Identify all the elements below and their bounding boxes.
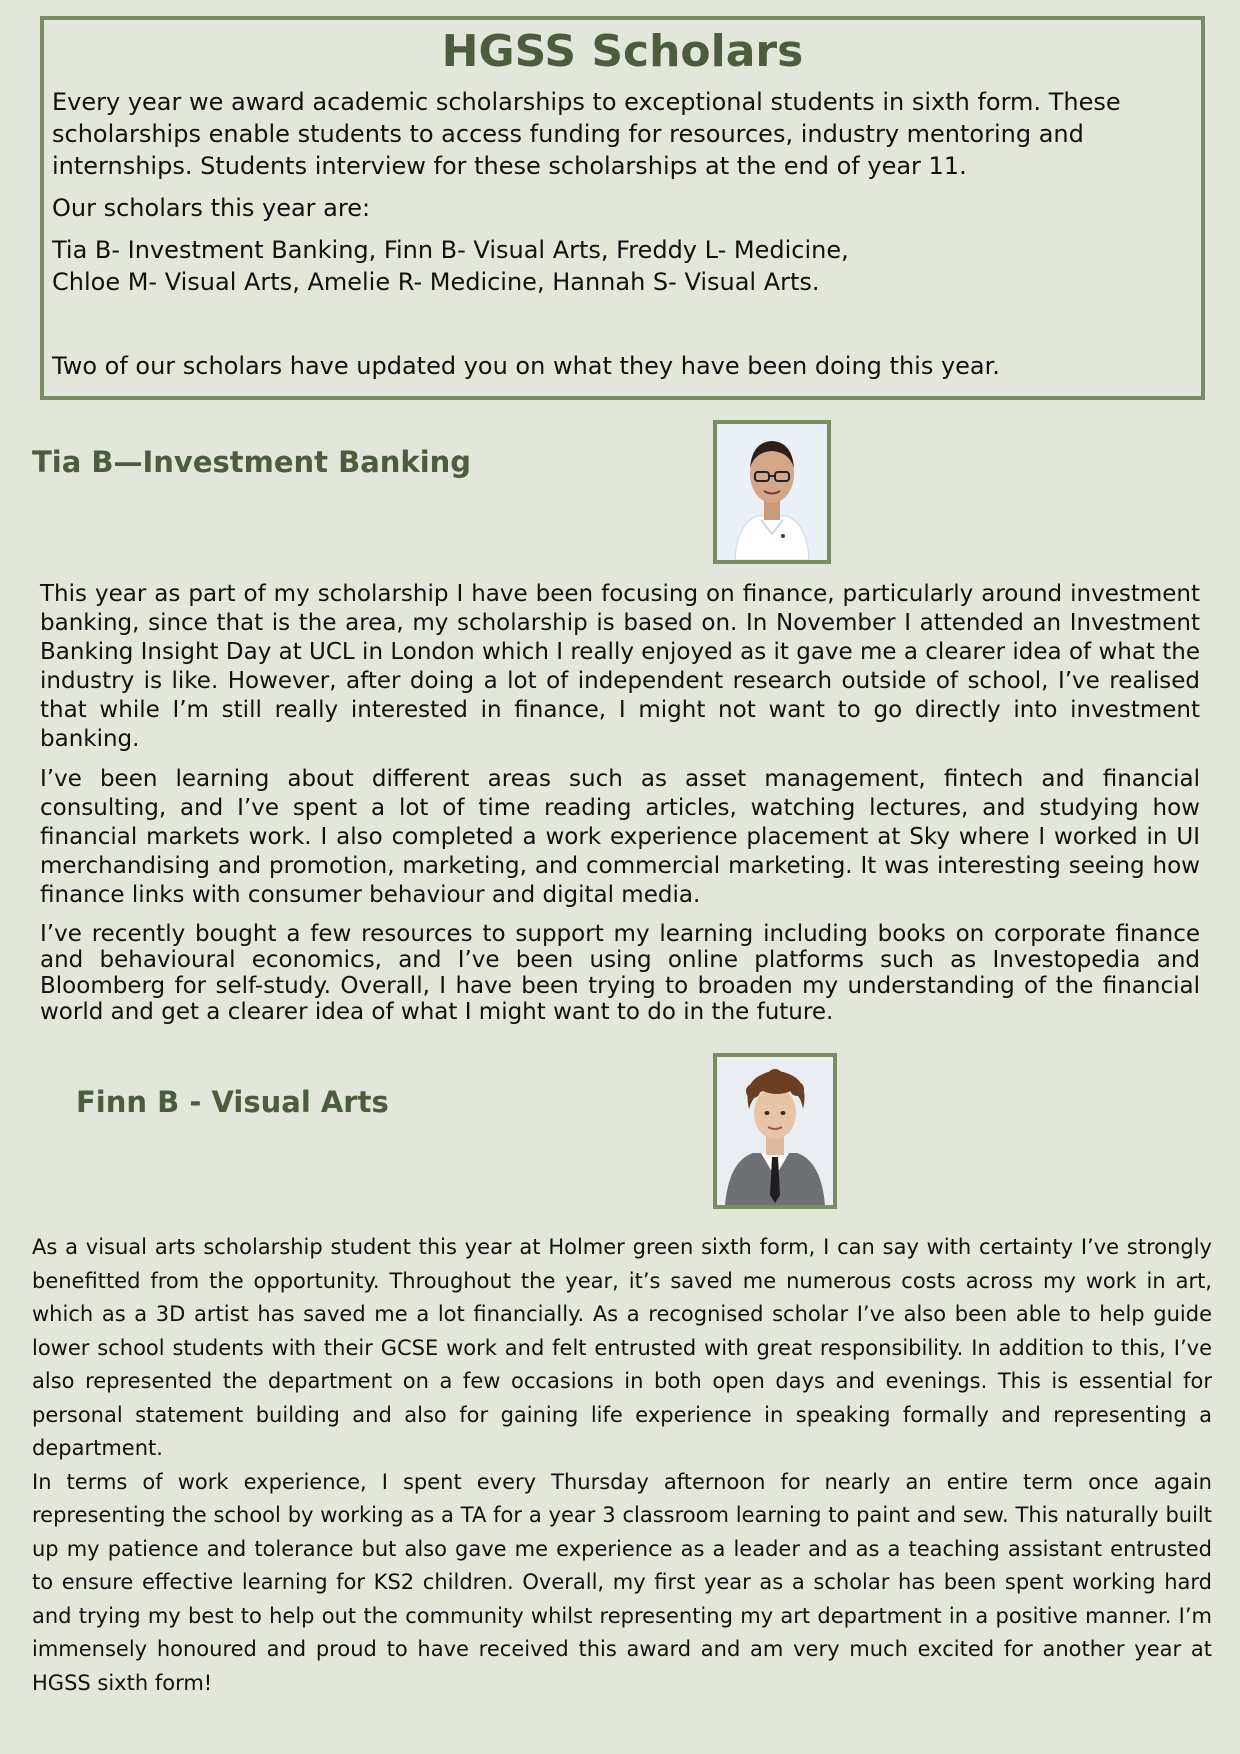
tia-paragraph-3: I’ve recently bought a few resources to support my learning including books on corporate finance and behavioural economics, and I’ve been using online platforms such as Investopedia and Bloomberg for self-study. Overall, I have been trying to broaden my understanding of the financial world and get a clearer idea of what I might want to do in the future. [40, 921, 1200, 1025]
tia-portrait-image [717, 424, 827, 560]
tia-paragraph-1: This year as part of my scholarship I have been focusing on finance, particularly around investment banking, since that is the area, my scholarship is based on. In November I attended an Investment Banking Insight Day at UCL in London which I really enjoyed as it gave me a clearer idea of what the industry is like. However, after doing a lot of independent research outside of school, I’ve realised that while I’m still really interested in finance, I might not want to go directly into investment banking. [40, 581, 1200, 752]
scholars-line-2: Chloe M- Visual Arts, Amelie R- Medicine, Hannah S- Visual Arts. [52, 268, 820, 296]
finn-heading: Finn B - Visual Arts [76, 1085, 389, 1119]
page-title: HGSS Scholars [441, 26, 804, 77]
finn-paragraph-1: As a visual arts scholarship student this year at Holmer green sixth form, I can say with certainty I’ve strongly benefitted from the opportunity. Throughout the year, it’s saved me numerous costs across my work in art, which as a 3D artist has saved me a lot financially. As a recognised scholar I’ve also been able to help guide lower school students with their GCSE work and felt entrusted with great responsibility. In addition to this, I’ve also represented the department on a few occasions in both open days and evenings. This is essential for personal statement building and also for gaining life experience in speaking formally and representing a department. [32, 1235, 1212, 1460]
finn-photo [713, 1053, 837, 1209]
tia-heading: Tia B—Investment Banking [32, 445, 472, 479]
intro-box [40, 16, 1205, 400]
finn-paragraph-2: In terms of work experience, I spent every Thursday afternoon for nearly an entire term once again representing the school by working as a TA for a year 3 classroom learning to paint and sew. This naturally built up my patience and tolerance but also gave me experience as a leader and as a teaching assistant entrusted to ensure effective learning for KS2 children. Overall, my first year as a scholar has been spent working hard and trying my best to help out the community whilst representing my art department in a positive manner. I’m immensely honoured and proud to have received this award and am very much excited for another year at HGSS sixth form! [32, 1469, 1212, 1695]
scholars-label: Our scholars this year are: [52, 194, 371, 222]
scholars-line-1: Tia B- Investment Banking, Finn B- Visual Arts, Freddy L- Medicine, [52, 236, 849, 264]
tia-body [40, 580, 1200, 1025]
scholars-list [52, 234, 1193, 298]
intro-paragraph: Every year we award academic scholarships to exceptional students in sixth form. These scholarships enable students to access funding for resources, industry mentoring and internships. Students interview for these scholarships at the end of year 11. [52, 88, 1121, 180]
tia-paragraph-2: I’ve been learning about different areas such as asset management, fintech and financial consulting, and I’ve spent a lot of time reading articles, watching lectures, and studying how financial markets work. I also completed a work experience placement at Sky where I worked in UI merchandising and promotion, marketing, and commercial marketing. It was interesting seeing how finance links with consumer behaviour and digital media. [40, 766, 1200, 908]
finn-portrait-image [717, 1057, 833, 1205]
finn-body [32, 1231, 1212, 1700]
intro-closing: Two of our scholars have updated you on what they have been doing this year. [52, 352, 1000, 380]
tia-photo [713, 420, 831, 564]
